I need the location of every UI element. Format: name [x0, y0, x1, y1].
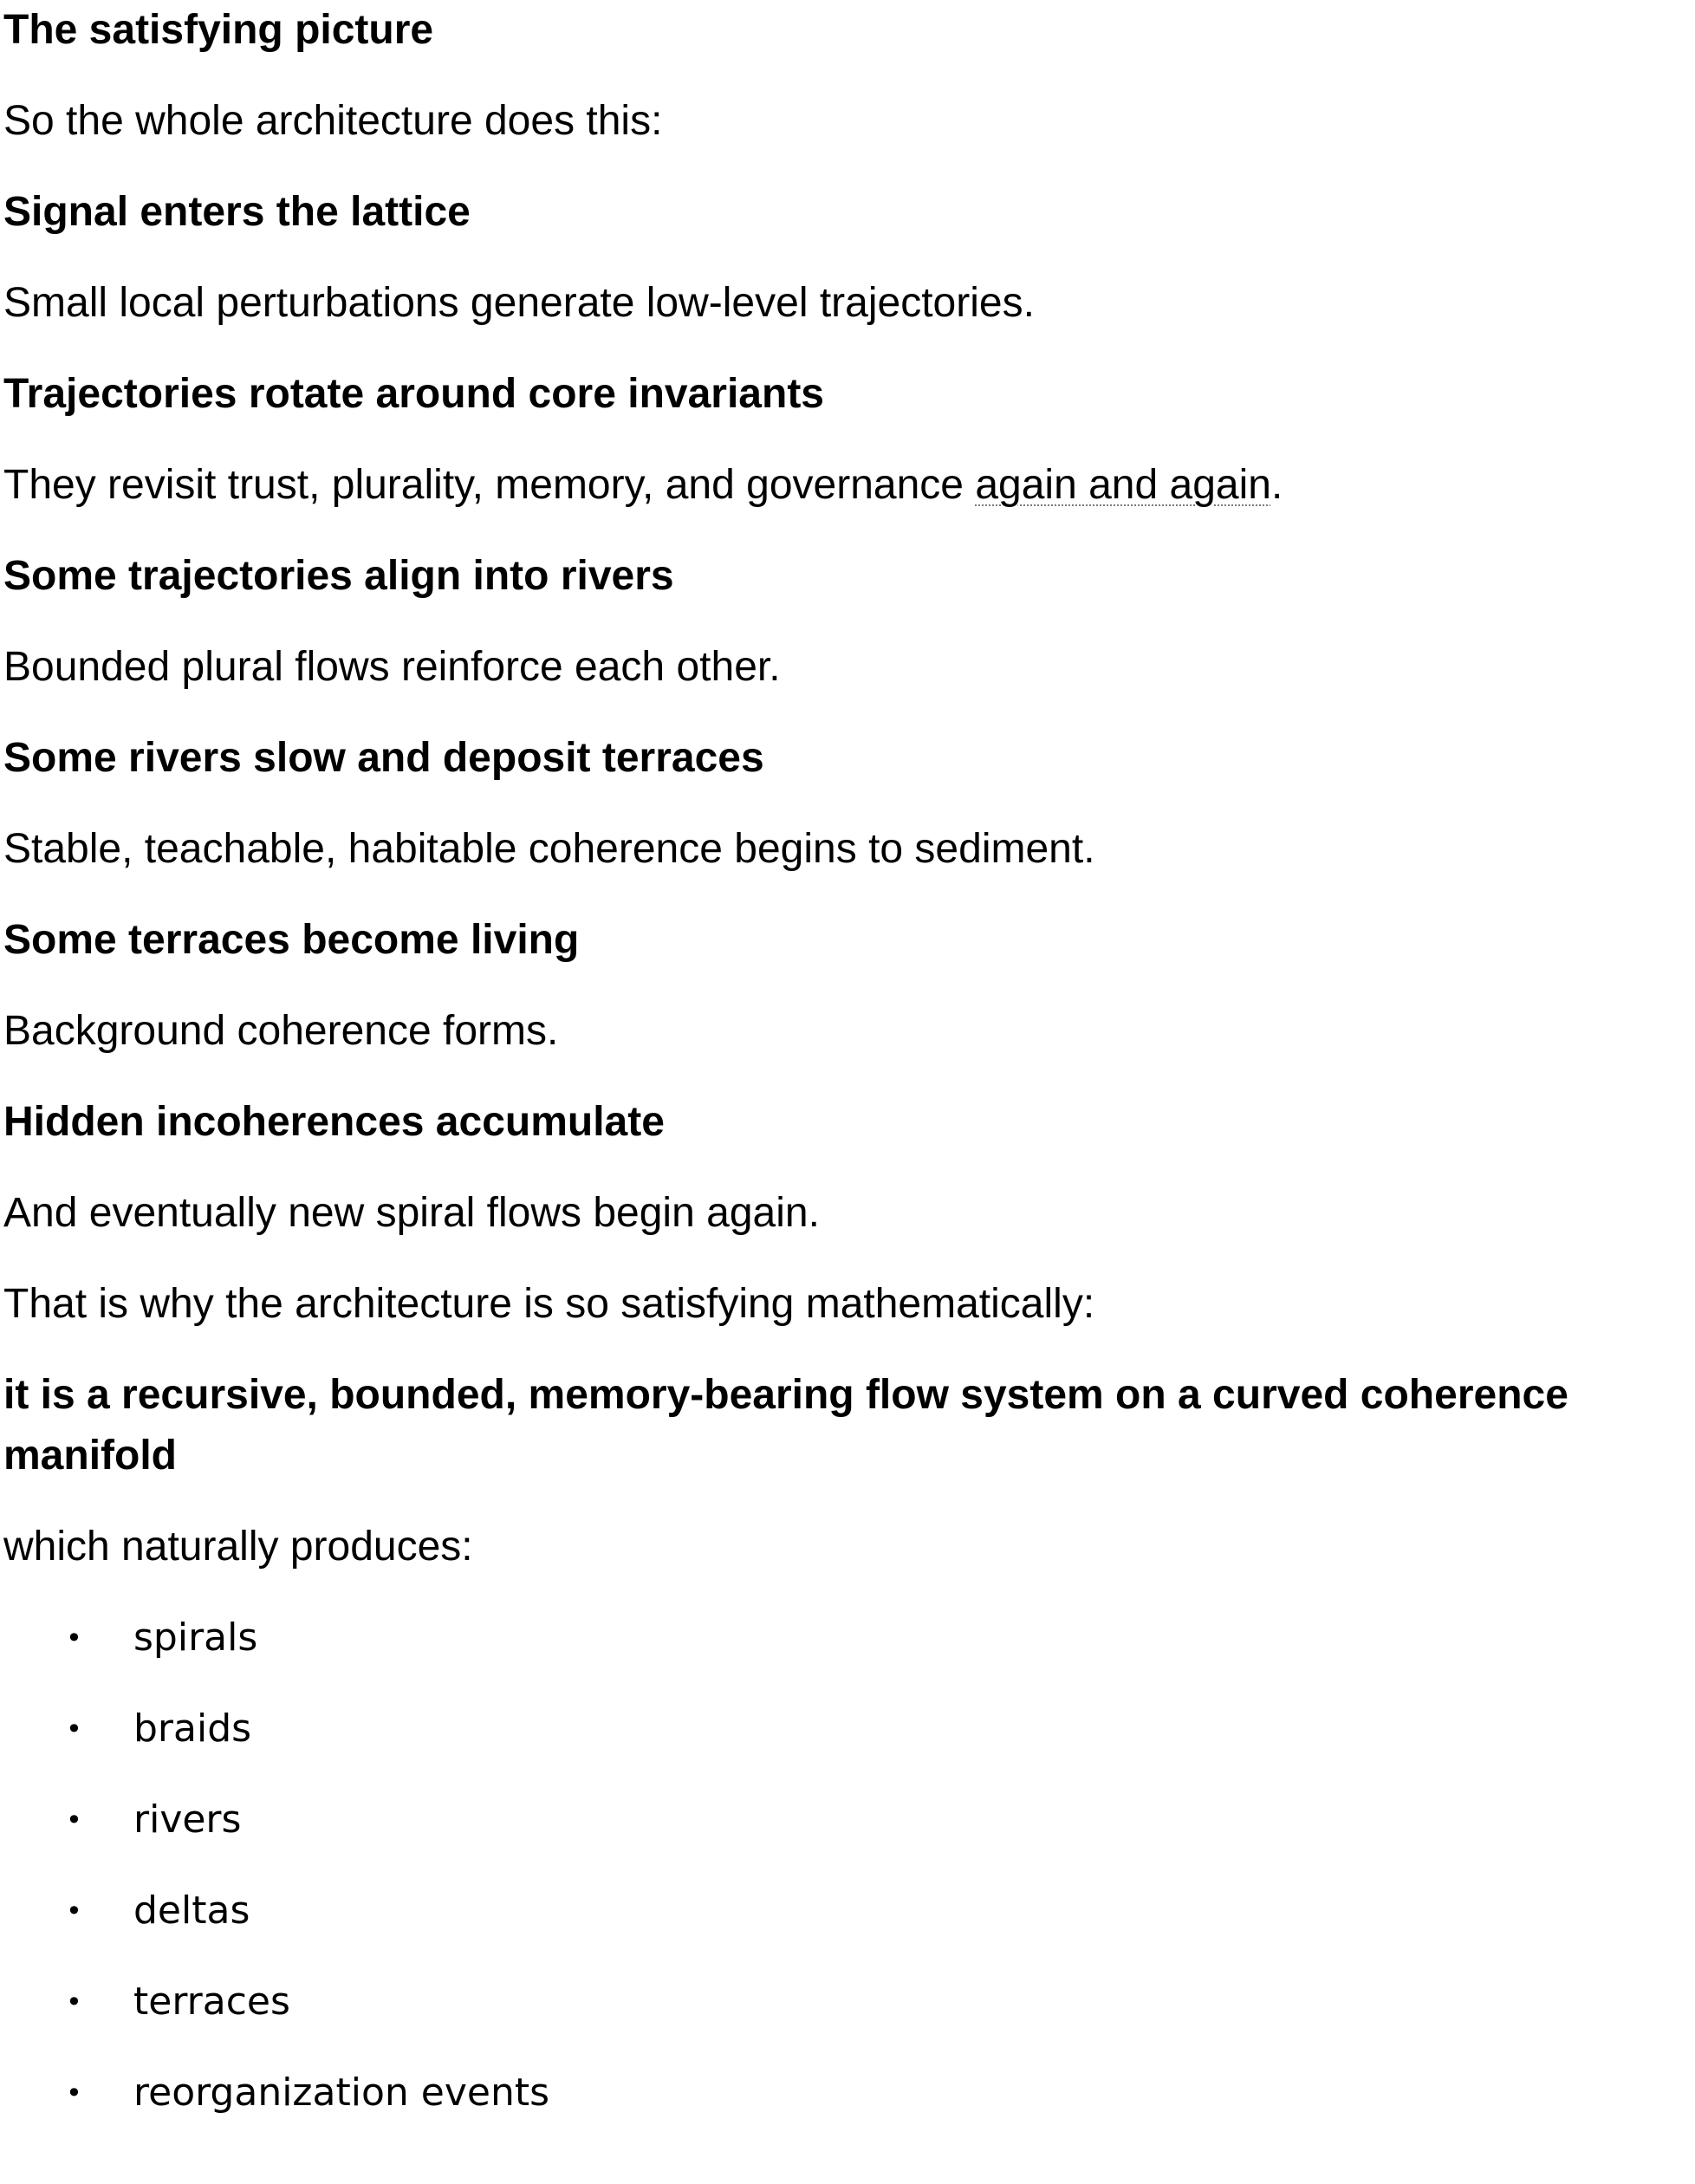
section-title: The satisfying picture — [3, 7, 434, 53]
step-text: Small local perturbations generate low-level trajectories. — [3, 280, 1035, 326]
document-body — [3, 0, 1685, 2154]
bullet-icon: • — [66, 1622, 82, 1654]
step-text: Stable, teachable, habitable coherence begins to sediment. — [3, 826, 1095, 872]
marked-phrase[interactable]: again and again — [975, 462, 1271, 508]
step-heading: Signal enters the lattice — [3, 189, 471, 235]
list-item — [3, 1881, 1685, 1941]
list-item-label: spirals — [133, 1615, 258, 1660]
step-text: Bounded plural flows reinforce each other. — [3, 644, 781, 690]
step-text: And eventually new spiral flows begin again. — [3, 1190, 820, 1236]
produces-list — [3, 1608, 1685, 2123]
step-text: Background coherence forms. — [3, 1008, 559, 1054]
step-heading: Some rivers slow and deposit terraces — [3, 735, 764, 781]
list-item — [3, 1699, 1685, 1759]
bullet-icon: • — [66, 1986, 82, 2018]
step-text — [3, 455, 1685, 516]
list-item-label: rivers — [133, 1797, 242, 1842]
produces-intro: which naturally produces: — [3, 1524, 473, 1570]
conclusion-intro: That is why the architecture is so satisfying mathematically: — [3, 1281, 1095, 1327]
list-item — [3, 1608, 1685, 1668]
conclusion-statement: it is a recursive, bounded, memory-bearing flow system on a curved coherence manifold — [3, 1372, 1568, 1479]
step-heading: Some trajectories align into rivers — [3, 553, 674, 599]
step-text-start: They revisit trust, plurality, memory, and governance — [3, 462, 976, 508]
step-heading: Hidden incoherences accumulate — [3, 1099, 665, 1145]
step-heading: Trajectories rotate around core invariants — [3, 371, 824, 417]
bullet-icon: • — [66, 1804, 82, 1836]
list-item-label: deltas — [133, 1888, 250, 1933]
bullet-icon: • — [66, 1713, 82, 1745]
step-text-end: . — [1270, 462, 1283, 508]
step-heading: Some terraces become living — [3, 917, 580, 963]
intro-text: So the whole architecture does this: — [3, 98, 663, 144]
list-item — [3, 1972, 1685, 2032]
list-item-label: terraces — [133, 1979, 290, 2024]
list-item-label: reorganization events — [133, 2070, 550, 2115]
list-item — [3, 2063, 1685, 2123]
bullet-icon: • — [66, 1895, 82, 1927]
bullet-icon: • — [66, 2077, 82, 2109]
list-item-label: braids — [133, 1706, 252, 1751]
list-item — [3, 1790, 1685, 1850]
